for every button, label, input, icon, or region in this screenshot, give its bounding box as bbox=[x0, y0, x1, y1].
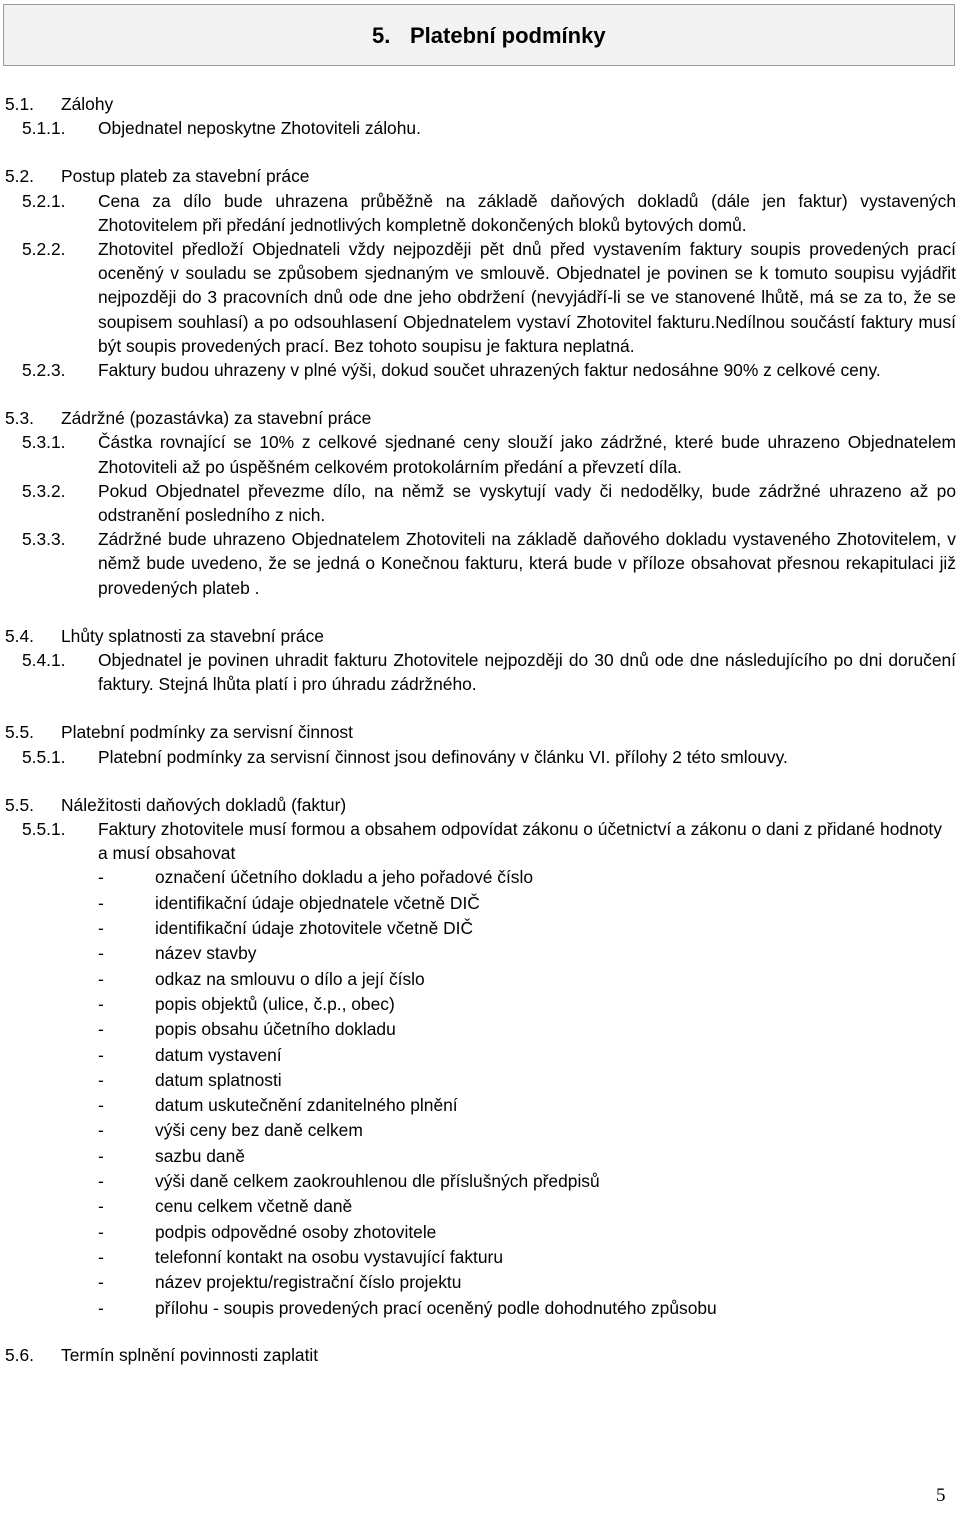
section-title: Platební podmínky bbox=[410, 23, 606, 48]
list-dash: - bbox=[98, 1145, 104, 1166]
list-item-text: identifikační údaje zhotovitele včetně DIČ bbox=[155, 918, 474, 939]
paragraph-5-3-1: 5.3.1. Částka rovnající se 10% z celkové sjednané ceny slouží jako zádržné, které bude uhrazeno Objednatelem Zhotoviteli až po úspěšném celkovém protokolárním předání a převzetí díla. bbox=[22, 432, 956, 477]
list-dash: - bbox=[98, 1069, 104, 1090]
list-dash: - bbox=[98, 1095, 104, 1116]
list-item-text: popis objektů (ulice, č.p., obec) bbox=[155, 993, 395, 1014]
list-item-text: datum vystavení bbox=[155, 1044, 282, 1065]
paragraph-5-3-2: 5.3.2. Pokud Objednatel převezme dílo, na němž se vyskytují vady či nedodělky, bude zádržné uhrazeno až po odstranění posledního z nich. bbox=[22, 480, 956, 526]
list-item-text: odkaz na smlouvu o dílo a její číslo bbox=[155, 968, 425, 989]
list-dash: - bbox=[98, 1044, 104, 1065]
paragraph-5-2-2: 5.2.2. Zhotovitel předloží Objednateli vždy nejpozději pět dnů před vystavením faktury soupis provedených prací oceněný v souladu se způsobem sjednaným ve smlouvě. Objednatel je povinen se k tomuto soupisu vyjádřit nejpozději do 3 pracovních dnů ode dne jeho obdržení (nevyjádří-li se ve stanovené lhůtě, má se za to, že se soupisem souhlasí) a po odsouhlasení Objednatelem vystaví Zhotovitel fakturu.Nedílnou součástí faktury musí být soupis provedených prací. Bez tohoto soupisu je faktura neplatná. bbox=[22, 239, 956, 356]
heading-5-6: 5.6. Termín splnění povinnosti zaplatit bbox=[5, 1344, 319, 1365]
list-item bbox=[0, 1144, 960, 1169]
invoice-requirements-list bbox=[0, 865, 960, 1320]
heading-5-1: 5.1. Zálohy bbox=[5, 94, 114, 114]
heading-5-3: 5.3. Zádržné (pozastávka) za stavební práce bbox=[5, 408, 372, 429]
heading-5-2: 5.2. Postup plateb za stavební práce bbox=[5, 166, 310, 187]
list-item bbox=[0, 1270, 960, 1295]
list-item-text: sazbu daně bbox=[155, 1145, 245, 1166]
document-body bbox=[0, 92, 960, 1367]
list-item bbox=[0, 1043, 960, 1068]
list-dash: - bbox=[98, 918, 104, 939]
paragraph-5-2-3: 5.2.3. Faktury budou uhrazeny v plné výši, dokud součet uhrazených faktur nedosáhne 90% z celkové ceny. bbox=[22, 360, 881, 381]
list-item bbox=[0, 1118, 960, 1143]
list-dash: - bbox=[98, 1120, 104, 1141]
paragraph-5-5-1-invoice: 5.5.1. Faktury zhotovitele musí formou a obsahem odpovídat zákonu o účetnictví a zákonu o dani z přidané hodnoty a musí obsahovat bbox=[22, 819, 942, 864]
list-item-text: datum uskutečnění zdanitelného plnění bbox=[155, 1095, 458, 1116]
heading-5-5-service: 5.5. Platební podmínky za servisní činnost bbox=[5, 722, 353, 743]
list-item-text: název projektu/registrační číslo projektu bbox=[155, 1272, 462, 1293]
list-item bbox=[0, 1169, 960, 1194]
list-item bbox=[0, 1017, 960, 1042]
paragraph-5-2-1: 5.2.1. Cena za dílo bude uhrazena průběžně na základě daňových dokladů (dále jen faktur) vystavených Zhotovitelem při předání jednotlivých kompletně dokončených bloků bytových domů. bbox=[22, 190, 956, 235]
list-dash: - bbox=[98, 943, 104, 964]
list-dash: - bbox=[98, 892, 104, 913]
section-header-box bbox=[3, 4, 955, 66]
list-item bbox=[0, 1220, 960, 1245]
list-item bbox=[0, 992, 960, 1017]
list-item-text: podpis odpovědné osoby zhotovitele bbox=[155, 1221, 437, 1242]
list-dash: - bbox=[98, 968, 104, 989]
list-item bbox=[0, 916, 960, 941]
list-item bbox=[0, 1093, 960, 1118]
list-item-text: název stavby bbox=[155, 943, 257, 964]
list-item-text: identifikační údaje objednatele včetně DIČ bbox=[155, 892, 480, 913]
heading-5-4: 5.4. Lhůty splatnosti za stavební práce bbox=[5, 625, 324, 646]
list-item bbox=[0, 967, 960, 992]
list-item-text: označení účetního dokladu a jeho pořadové číslo bbox=[155, 867, 534, 888]
list-item bbox=[0, 891, 960, 916]
paragraph-5-5-1-service: 5.5.1. Platební podmínky za servisní činnost jsou definovány v článku VI. přílohy 2 této smlouvy. bbox=[22, 746, 788, 767]
list-item-text: datum splatnosti bbox=[155, 1069, 282, 1090]
list-dash: - bbox=[98, 1171, 104, 1192]
list-item-text: cenu celkem včetně daně bbox=[155, 1196, 353, 1217]
list-item bbox=[0, 1068, 960, 1093]
paragraph-5-4-1: 5.4.1. Objednatel je povinen uhradit fakturu Zhotovitele nejpozději do 30 dnů ode dne následujícího po dni doručení faktury. Stejná lhůta platí i pro úhradu zádržného. bbox=[22, 650, 956, 695]
list-item bbox=[0, 865, 960, 890]
list-dash: - bbox=[98, 1196, 104, 1217]
list-item bbox=[0, 1296, 960, 1321]
list-item-text: výši daně celkem zaokrouhlenou dle příslušných předpisů bbox=[155, 1171, 600, 1192]
paragraph-5-3-3: 5.3.3. Zádržné bude uhrazeno Objednatelem Zhotoviteli na základě daňového dokladu vystaveného Zhotovitelem, v němž bude uvedeno, že se jedná o Konečnou fakturu, která bude v příloze obsahovat přesnou rekapitulaci již provedených plateb . bbox=[22, 529, 956, 598]
section-number: 5. bbox=[372, 23, 391, 48]
list-item-text: telefonní kontakt na osobu vystavující fakturu bbox=[155, 1246, 504, 1267]
page-number: 5 bbox=[936, 1485, 946, 1506]
list-item bbox=[0, 941, 960, 966]
list-item bbox=[0, 1194, 960, 1219]
list-dash: - bbox=[98, 1019, 104, 1040]
paragraph-5-1-1: 5.1.1. Objednatel neposkytne Zhotoviteli zálohu. bbox=[22, 118, 421, 139]
list-dash: - bbox=[98, 1272, 104, 1293]
list-dash: - bbox=[98, 1221, 104, 1242]
heading-5-5-invoice-requirements: 5.5. Náležitosti daňových dokladů (faktur) bbox=[5, 794, 347, 815]
list-dash: - bbox=[98, 1297, 104, 1318]
list-item-text: přílohu - soupis provedených prací oceněný podle dohodnutého způsobu bbox=[155, 1297, 717, 1318]
list-dash: - bbox=[98, 1246, 104, 1267]
list-item-text: popis obsahu účetního dokladu bbox=[155, 1019, 396, 1040]
list-item bbox=[0, 1245, 960, 1270]
list-dash: - bbox=[98, 867, 104, 888]
list-item-text: výši ceny bez daně celkem bbox=[155, 1120, 363, 1141]
list-dash: - bbox=[98, 993, 104, 1014]
